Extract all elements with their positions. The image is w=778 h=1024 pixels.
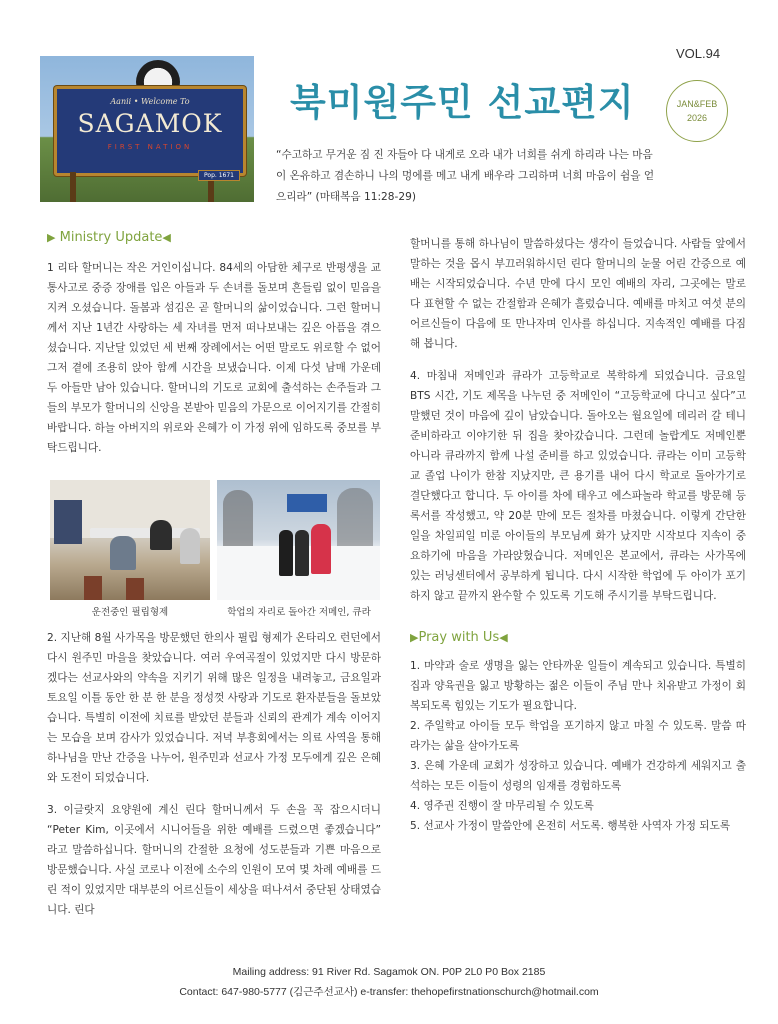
photo-person: [295, 530, 309, 576]
photo-banner: [54, 500, 82, 544]
triangle-right-icon: ▶: [47, 231, 56, 244]
ministry-paragraph-3-continued: 할머니를 통해 하나님이 말씀하셨다는 생각이 들었습니다. 사람들 앞에서 말하는 것을 몹시 부끄러워하시던 린다 할머니의 눈물 어린 간증으로 예배는 시작되었습니다. 수년 만에 다시 모인 예배의 자리, 그곳에는 말로 다 표현할 수 없는 간절함과 은혜가 흘렀습니다. 예배를 마치고 여섯 분의 어르신들이 다음에 또 만나자며 인사를 하십니다. 지속적인 예배를 다짐해 봅니다.: [410, 238, 746, 350]
ministry-paragraph-2: 2. 지난해 8월 사가목을 방문했던 한의사 필립 형제가 온타리오 런던에서 다시 원주민 마을을 찾았습니다. 여러 우여곡절이 있었지만 다시 방문하겠다는 선교사와의 약속을 지키기 위해 많은 일정을 내려놓고, 금요일과 토요일 이틀 동안 한 분 한 분을 정성껏 사랑과 기도로 환자분들을 돌보았습니다. 특별히 이전에 치료를 받았던 분들과 신뢰의 관계가 계속 이어지는 모습을 보며 감사가 있었습니다. 저녁 부흥회에서는 의료 사역을 통해 하나님을 만난 간증을 나누어, 원주민과 선교사 가정 모두에게 깊은 은혜와 도전이 되었습니다.: [47, 632, 381, 784]
photo-person: [150, 520, 172, 550]
photo-tree: [223, 490, 253, 546]
pray-with-us-label: Pray with Us: [418, 630, 500, 645]
ministry-update-label: Ministry Update: [59, 230, 163, 245]
prayer-item-3: 3. 은혜 가운데 교회가 성장하고 있습니다. 예배가 건강하게 세워지고 출석하는 모든 이들이 성령의 임재를 경험하도록: [410, 760, 746, 792]
sign-post: [70, 172, 76, 202]
contact-info: Contact: 647-980-5777 (김근주선교사) e-transfer: thehopefirstnationschurch@hotmail.com: [179, 986, 599, 998]
issue-months: JAN&FEB: [676, 99, 718, 109]
sign-population-text: Pop. 1671: [198, 170, 240, 181]
triangle-left-icon: ◀: [499, 631, 508, 644]
ministry-paragraph-1: 1 리타 할머니는 작은 거인이십니다. 84세의 아담한 체구로 반평생을 교통사고로 중증 장애를 입은 아들과 두 손녀를 돌보며 흔들림 없이 믿음을 지켜 오셨습니다. 돌봄과 섬김은 곧 할머니의 삶이었습니다. 그런 할머니께서 지난 1년간 사랑하는 세 자녀를 먼저 떠나보내는 깊은 아픔을 겪으셨습니다. 지난달 있었던 세 번째 장례에서는 어떤 말로도 위로할 수 없어 그저 곁에 조용히 앉아 함께 시간을 보냈습니다. 이제 다섯 남매 가운데 두 아들만 남아 있습니다. 할머니의 기도로 교회에 출석하는 손주들과 그들의 부모가 할머니의 신앙을 본받아 믿음의 가문으로 이어지기를 간절히 바랍니다. 하늘 아버지의 위로와 은혜가 이 가정 위에 임하도록 중보를 부탁드립니다.: [47, 262, 381, 454]
ministry-paragraph-3: 3. 이글랏지 요양원에 계신 린다 할머니께서 두 손을 꼭 잡으시더니 “Peter Kim, 이곳에서 시니어들을 위한 예배를 드렸으면 좋겠습니다” 라고 말씀하십니다. 할머니의 간절한 요청에 성도분들과 기쁜 마음으로 방문했습니다. 사실 코로나 이전에 소수의 인원이 모여 몇 차례 예배를 드린 적이 있었지만 대부분의 어르신들이 세상을 떠나셔서 중단된 상태였습니다. 린다: [47, 804, 381, 916]
triangle-right-icon: ▶: [410, 631, 419, 644]
prayer-list: [410, 656, 746, 836]
photo-person: [180, 528, 200, 564]
issue-date-badge: [666, 80, 728, 142]
photo-students-at-school: [217, 480, 380, 600]
prayer-item-5: 5. 선교사 가정이 말씀안에 온전히 서도록. 행복한 사역자 가정 되도록: [410, 820, 731, 832]
prayer-item-1: 1. 마약과 술로 생명을 잃는 안타까운 일들이 계속되고 있습니다. 특별히 집과 양육권을 잃고 방황하는 젊은 이들이 주님 만나 치유받고 가정이 회복되도록 힘있는 기도가 필요합니다.: [410, 660, 746, 712]
photo-chair: [126, 578, 144, 600]
sign-board: [54, 86, 246, 176]
photo-flag: [287, 494, 327, 512]
photo-tree: [337, 488, 373, 546]
scripture-verse: “수고하고 무거운 짐 진 자들아 다 내게로 오라 내가 너희를 쉬게 하리라 나는 마음이 온유하고 겸손하니 나의 멍에를 메고 내게 배우라 그리하며 너희 마음이 쉼을 얻으리라” (마태복음 11:28-29): [276, 149, 655, 203]
triangle-left-icon: ◀: [162, 231, 171, 244]
sign-first-nation-text: FIRST NATION: [107, 143, 193, 151]
photo-caption-2: 학업의 자리로 돌아간 저메인, 큐라: [227, 607, 371, 618]
sign-welcome-text: Aanii • Welcome To: [110, 97, 190, 106]
mailing-address: Mailing address: 91 River Rd. Sagamok ON. P0P 2L0 P0 Box 2185: [232, 966, 546, 978]
header-photo-sagamok-sign: [40, 56, 254, 202]
right-column: [410, 234, 746, 836]
ministry-paragraph-2-block: [47, 628, 381, 920]
sign-sagamok-text: SAGAMOK: [77, 109, 223, 138]
photo-person: [110, 536, 136, 570]
issue-year: 2026: [686, 113, 708, 123]
page-title: 북미원주민 선교편지: [290, 81, 635, 124]
photo-philip-treating: [50, 480, 210, 600]
pray-with-us-heading: [410, 628, 746, 648]
photo-chair: [84, 576, 102, 600]
prayer-item-4: 4. 영주권 진행이 잘 마무리될 수 있도록: [410, 800, 594, 812]
photo-person: [311, 524, 331, 574]
photo-caption-1: 운전중인 필립형제: [91, 607, 169, 618]
ministry-update-heading: [47, 228, 381, 248]
ministry-paragraph-4: 4. 마침내 저메인과 큐라가 고등학교로 복학하게 되었습니다. 금요일 BTS 시간, 기도 제목을 나누던 중 저메인이 “고등학교에 다니고 싶다”고 말했던 것이 마음에 깊이 남았습니다. 돌아오는 월요일에 데리러 갈 테니 준비하라고 이야기한 뒤 집을 찾아갔습니다. 그런데 놀랍게도 저메인뿐 아니라 큐라까지 함께 나설 준비를 하고 있었습니다. 큐라는 이미 고등학교 졸업 나이가 한참 지났지만, 큰 용기를 내어 다시 학교로 돌아가기로 결단했다고 합니다. 두 아이를 차에 태우고 에스파놀라 학교를 방문해 등록서를 작성했고, 약 20분 만에 모든 절차를 마쳤습니다. 이렇게 간단한 일을 차일피일 미룬 아이들의 부모님께 화가 났지만 시작보다 지속이 중요하기에 마음을 가라앉혔습니다. 저메인은 본교에서, 큐라는 사가목에 있는 러닝센터에서 공부하게 됩니다. 다시 시작한 학업에 두 아이가 포기하지 않고 끝까지 완수할 수 있도록 기도해 주시기를 부탁드립니다.: [410, 370, 746, 602]
volume-number: VOL.94: [676, 46, 721, 61]
prayer-item-2: 2. 주일학교 아이들 모두 학업을 포기하지 않고 마칠 수 있도록. 말씀 따라가는 삶을 살아가도록: [410, 720, 746, 752]
photo-person: [279, 530, 293, 576]
left-column: [47, 228, 381, 458]
